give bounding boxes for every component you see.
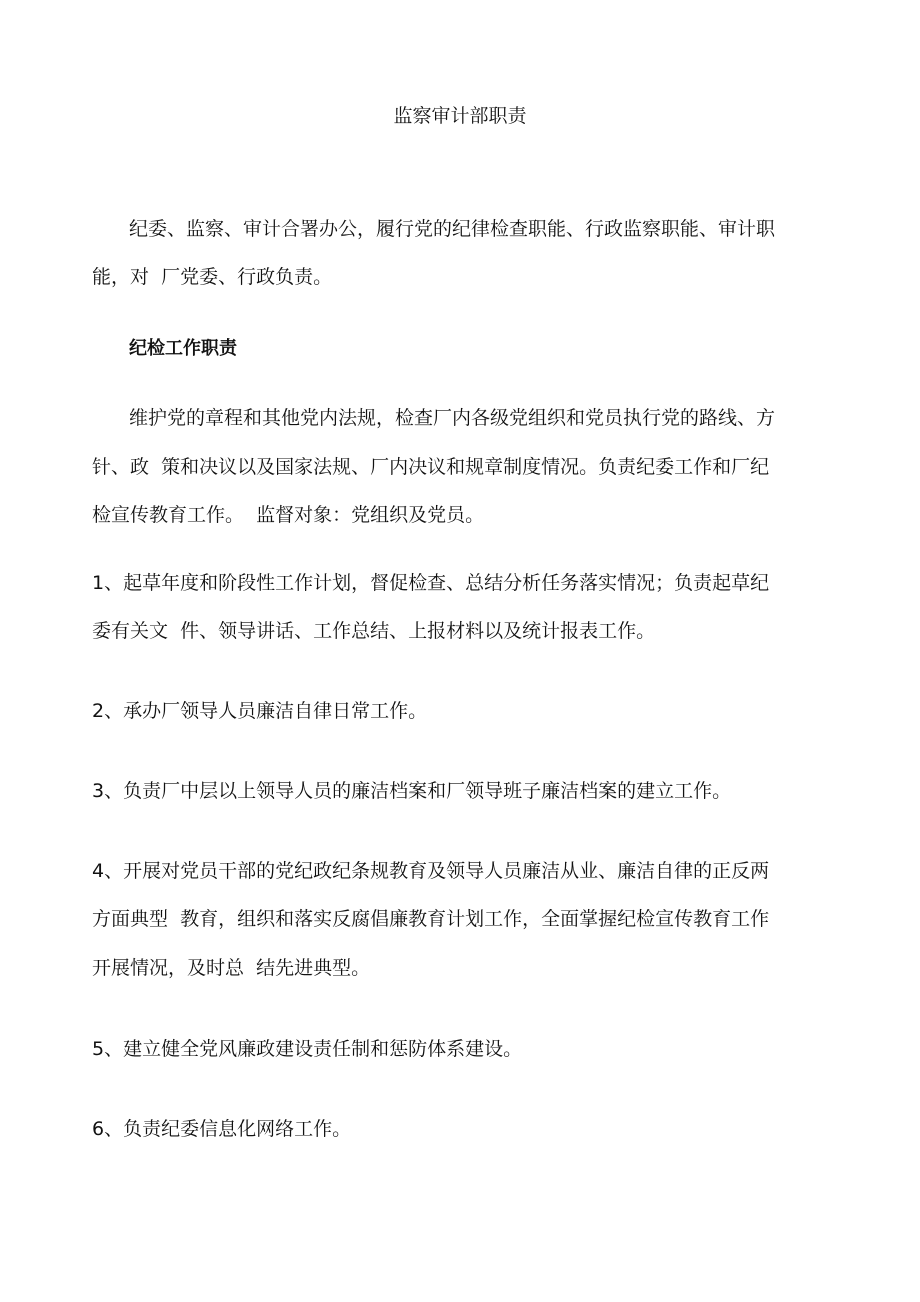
intro-line-2: 能，对 厂党委、行政负责。: [92, 266, 333, 288]
intro-line-1: 纪委、监察、审计合署办公，履行党的纪律检查职能、行政监察职能、审计职: [129, 218, 776, 240]
item-5-line-1: 5、建立健全党风廉政建设责任制和惩防体系建设。: [92, 1038, 523, 1060]
section-intro-line-1: 维护党的章程和其他党内法规，检查厂内各级党组织和党员执行党的路线、方: [129, 407, 776, 429]
item-6-line-1: 6、负责纪委信息化网络工作。: [92, 1118, 352, 1140]
section-heading: 纪检工作职责: [129, 338, 237, 359]
section-intro-line-3: 检宣传教育工作。 监督对象：党组织及党员。: [92, 504, 485, 526]
section-intro-line-2: 针、政 策和决议以及国家法规、厂内决议和规章制度情况。负责纪委工作和厂纪: [92, 456, 770, 478]
item-1-line-1: 1、起草年度和阶段性工作计划，督促检查、总结分析任务落实情况；负责起草纪: [92, 572, 770, 594]
document-title: 监察审计部职责: [393, 105, 527, 127]
item-4-line-1: 4、开展对党员干部的党纪政纪条规教育及领导人员廉洁从业、廉洁自律的正反两: [92, 860, 770, 882]
item-4-line-2: 方面典型 教育，组织和落实反腐倡廉教育计划工作，全面掌握纪检宣传教育工作: [92, 908, 770, 930]
item-3-line-1: 3、负责厂中层以上领导人员的廉洁档案和厂领导班子廉洁档案的建立工作。: [92, 780, 732, 802]
item-2-line-1: 2、承办厂领导人员廉洁自律日常工作。: [92, 700, 428, 722]
item-1-line-2: 委有关文 件、领导讲话、工作总结、上报材料以及统计报表工作。: [92, 620, 656, 642]
item-4-line-3: 开展情况，及时总 结先进典型。: [92, 957, 371, 979]
